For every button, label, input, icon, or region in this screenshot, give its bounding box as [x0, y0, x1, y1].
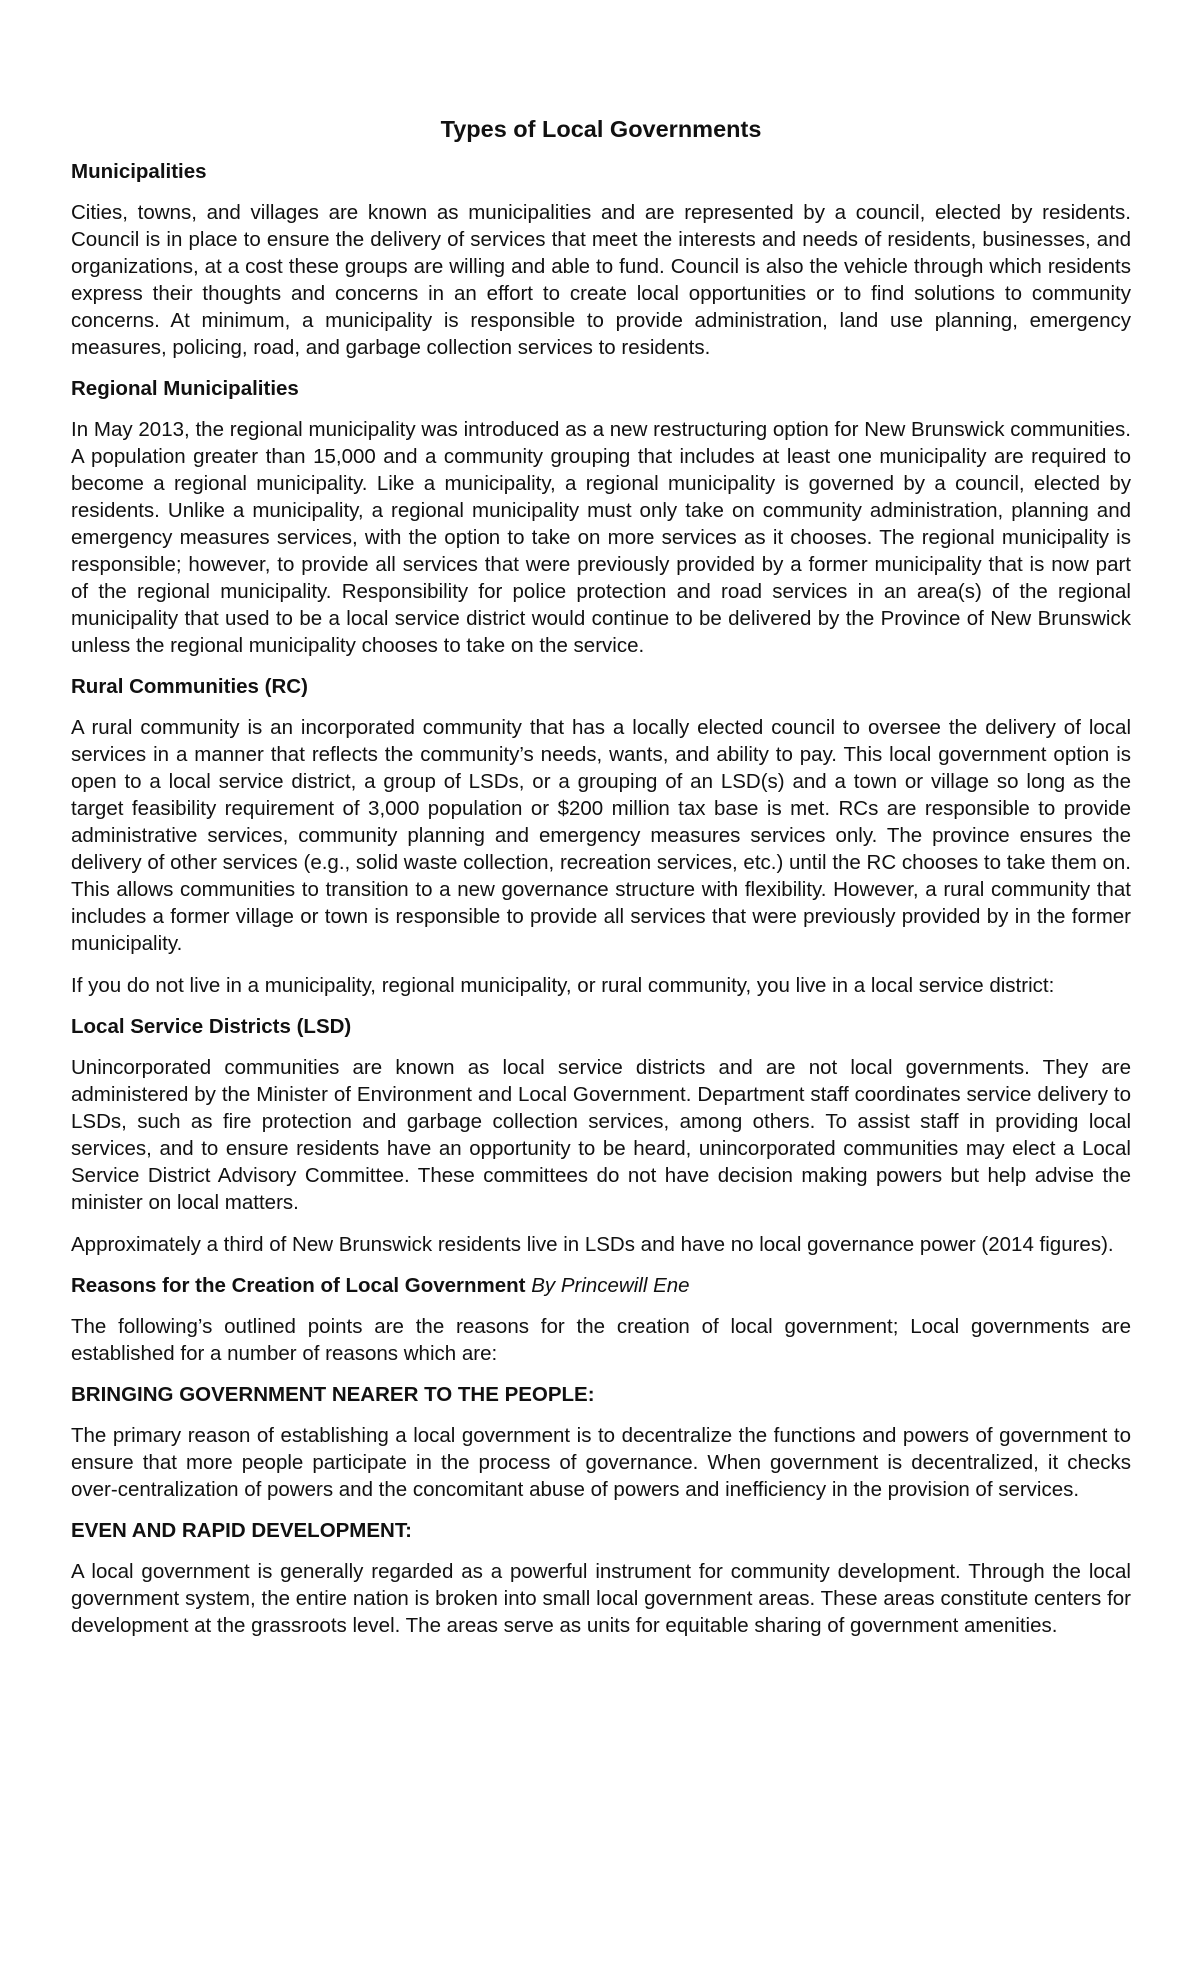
heading-reasons-text: Reasons for the Creation of Local Government — [71, 1274, 526, 1297]
heading-rural-communities: Rural Communities (RC) — [71, 675, 308, 698]
paragraph-regional-municipalities: In May 2013, the regional municipality was introduced as a new restructuring option for New Brunswick communities. A population greater than 15,000 and a community grouping that includes at least one municipality are required to become a regional municipality. Like a municipality, a regional municipality is governed by a council, elected by residents. Unlike a municipality, a regional municipality must only take on community administration, planning and emergency measures services, with the option to take on more services as it chooses. The regional municipality is responsible; however, to provide all services that were previously provided by a former municipality that is now part of the regional municipality. Responsibility for police protection and road services in an area(s) of the regional municipality that used to be a local service district would continue to be delivered by the Province of New Brunswick unless the regional municipality chooses to take on the service. — [71, 418, 1131, 657]
paragraph-municipalities: Cities, towns, and villages are known as municipalities and are represented by a council, elected by residents. Council is in place to ensure the delivery of services that meet the interests and needs of residents, businesses, and organizations, at a cost these groups are willing and able to fund. Council is also the vehicle through which residents express their thoughts and concerns in an effort to create local opportunities or to find solutions to community concerns. At minimum, a municipality is responsible to provide administration, land use planning, emergency measures, policing, road, and garbage collection services to residents. — [71, 201, 1131, 359]
paragraph-bringing-government-nearer: The primary reason of establishing a local government is to decentralize the functions and powers of government to ensure that more people participate in the process of governance. When government is decentralized, it checks over-centralization of powers and the concomitant abuse of powers and inefficiency in the provision of services. — [71, 1424, 1131, 1501]
heading-local-service-districts: Local Service Districts (LSD) — [71, 1015, 352, 1038]
document-page — [71, 115, 1131, 1654]
paragraph-local-service-districts: Unincorporated communities are known as local service districts and are not local governments. They are administered by the Minister of Environment and Local Government. Department staff coordinates service delivery to LSDs, such as fire protection and garbage collection services, among others. To assist staff in providing local services, and to ensure residents have an opportunity to be heard, unincorporated communities may elect a Local Service District Advisory Committee. These committees do not have decision making powers but help advise the minister on local matters. — [71, 1056, 1131, 1214]
heading-regional-municipalities: Regional Municipalities — [71, 377, 299, 400]
byline: By Princewill Ene — [531, 1274, 690, 1297]
heading-even-and-rapid-development: EVEN AND RAPID DEVELOPMENT: — [71, 1519, 412, 1542]
paragraph-reasons: The following’s outlined points are the reasons for the creation of local government; Local governments are established for a number of reasons which are: — [71, 1315, 1131, 1365]
paragraph-rural-communities-note: If you do not live in a municipality, regional municipality, or rural community, you live in a local service district: — [71, 974, 1055, 997]
heading-reasons — [71, 1273, 1131, 1299]
paragraph-even-and-rapid-development: A local government is generally regarded as a powerful instrument for community development. Through the local government system, the entire nation is broken into small local government areas. These areas constitute centers for development at the grassroots level. The areas serve as units for equitable sharing of government amenities. — [71, 1560, 1131, 1637]
heading-bringing-government-nearer: BRINGING GOVERNMENT NEARER TO THE PEOPLE: — [71, 1383, 595, 1406]
paragraph-local-service-districts-figures: Approximately a third of New Brunswick residents live in LSDs and have no local governance power (2014 figures). — [71, 1233, 1114, 1256]
page-title: Types of Local Governments — [440, 116, 762, 142]
heading-municipalities: Municipalities — [71, 160, 207, 183]
paragraph-rural-communities: A rural community is an incorporated community that has a locally elected council to oversee the delivery of local services in a manner that reflects the community’s needs, wants, and ability to pay. This local government option is open to a local service district, a group of LSDs, or a grouping of an LSD(s) and a town or village so long as the target feasibility requirement of 3,000 population or $200 million tax base is met. RCs are responsible to provide administrative services, community planning and emergency measures services only. The province ensures the delivery of other services (e.g., solid waste collection, recreation services, etc.) until the RC chooses to take them on. This allows communities to transition to a new governance structure with flexibility. However, a rural community that includes a former village or town is responsible to provide all services that were previously provided by in the former municipality. — [71, 716, 1131, 955]
